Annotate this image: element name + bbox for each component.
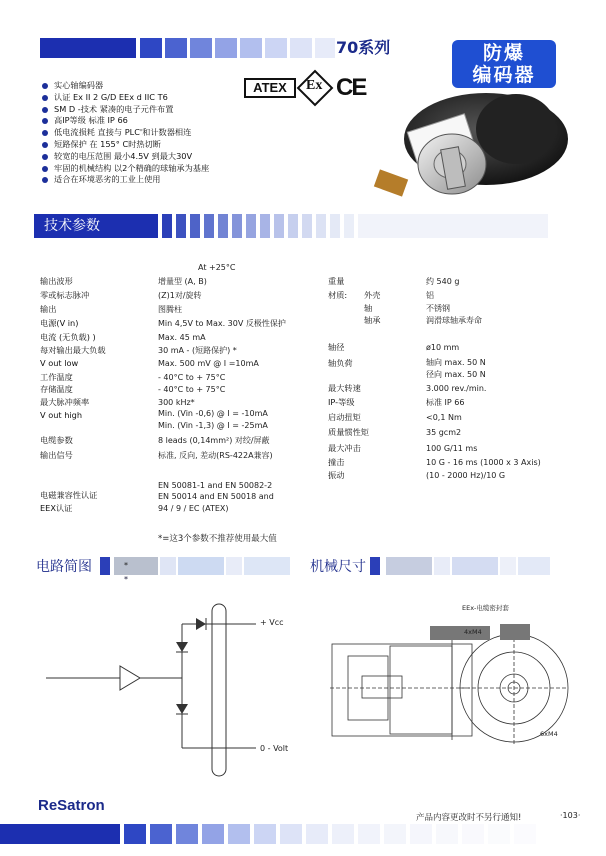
spec-label: V out high xyxy=(40,410,83,420)
spec-label: 电磁兼容性认证 xyxy=(40,490,98,500)
feature-item: 适合在环境恶劣的工业上使用 xyxy=(40,174,320,186)
spec-label: 输出 xyxy=(40,304,57,314)
series-title: 70系列 xyxy=(336,38,391,57)
spec-value: - 40°C to + 75°C xyxy=(158,373,226,382)
ex-logo: Ex xyxy=(306,78,323,93)
circuit-title: 电路简图 xyxy=(36,559,92,575)
spec-value: <0,1 Nm xyxy=(426,413,462,422)
spec-label: IP-等级 xyxy=(328,397,355,407)
zero-volt-label: 0 - Volt xyxy=(260,744,289,753)
feature-item: 高IP等级 标准 IP 66 xyxy=(40,115,320,127)
spec-value: 100 G/11 ms xyxy=(426,444,478,453)
spec-label: 每对输出最大负载 xyxy=(40,345,106,355)
feature-item: 认证 Ex II 2 G/D EEx d IIC T6 xyxy=(40,92,320,104)
spec-value: 润滑球轴承寿命 xyxy=(426,316,482,325)
spec-label: 最大脉冲频率 xyxy=(40,397,90,407)
spec-value: Min. (Vin -0,6) @ I = -10mA xyxy=(158,409,268,418)
spec-value: EN 50081-1 and EN 50082-2 xyxy=(158,481,273,490)
feature-item: 实心轴编码器 xyxy=(40,80,320,92)
spec-label: 存储温度 xyxy=(40,384,73,394)
spec-label: 最大冲击 xyxy=(328,443,361,453)
feature-item: 较宽的电压范围 最小4.5V 到最大30V xyxy=(40,151,320,163)
spec-value: 约 540 g xyxy=(426,277,460,286)
spec-value: (Z)1对/旋转 xyxy=(158,291,202,300)
spec-value: EN 50014 and EN 50018 and xyxy=(158,492,274,501)
spec-label: 振动 xyxy=(328,470,345,480)
spec-label: 撞击 xyxy=(328,457,345,467)
explosion-proof-badge: 防爆 编码器 xyxy=(452,40,556,88)
spec-label: 轴径 xyxy=(328,342,345,352)
feature-item: 牢固的机械结构 以2个精确的球轴承为基座 xyxy=(40,163,320,175)
brand-logo: ReSatron xyxy=(38,797,105,814)
mech-title: 机械尺寸 xyxy=(310,559,366,575)
spec-value: 94 / 9 / EC (ATEX) xyxy=(158,504,229,513)
spec-sublabel: 轴 xyxy=(364,303,373,313)
atex-logo: ATEX xyxy=(244,78,296,98)
spec-label: 电缆参数 xyxy=(40,435,73,445)
spec-label: 零或标志脉冲 xyxy=(40,290,90,300)
spec-value: 径向 max. 50 N xyxy=(426,370,486,379)
spec-value: 铝 xyxy=(426,291,434,300)
spec-value: Min. (Vin -1,3) @ I = -25mA xyxy=(158,421,268,430)
spec-value: Max. 45 mA xyxy=(158,333,206,342)
spec-label: 启动扭矩 xyxy=(328,412,361,422)
ce-logo: CE xyxy=(336,74,366,101)
spec-value: Min 4,5V to Max. 30V 反极性保护 xyxy=(158,319,286,328)
spec-value: (10 - 2000 Hz)/10 G xyxy=(426,471,506,480)
spec-value: ø10 mm xyxy=(426,343,460,352)
circuit-star: * xyxy=(124,561,128,570)
spec-label: EEX认证 xyxy=(40,503,73,513)
spec-label: 电源(V in) xyxy=(40,318,79,328)
spec-label: 材质: xyxy=(328,290,348,300)
encoder-photo xyxy=(366,84,576,204)
spec-label: 输出信号 xyxy=(40,450,73,460)
vcc-label: + Vcc xyxy=(260,618,284,627)
spec-label: 最大转速 xyxy=(328,383,361,393)
spec-value: 30 mA - (短路保护) * xyxy=(158,346,237,355)
footer-note: 产品内容更改时不另行通知! xyxy=(416,813,522,823)
spec-value: 300 kHz* xyxy=(158,398,195,407)
tech-section-title: 技术参数 xyxy=(44,218,100,234)
spec-sublabel: 轴承 xyxy=(364,315,381,325)
spec-value: 8 leads (0,14mm²) 对绞/屏蔽 xyxy=(158,436,270,445)
spec-label: 电流 (无负载) ) xyxy=(40,332,96,342)
spec-label: 重量 xyxy=(328,276,345,286)
spec-value: Max. 500 mV @ I =10mA xyxy=(158,359,259,368)
feature-item: SM D -技术 紧凑的电子元件布置 xyxy=(40,104,320,116)
spec-value: 35 gcm2 xyxy=(426,428,462,437)
spec-value: 3.000 rev./min. xyxy=(426,384,487,393)
spec-value: 标准, 反向, 差动(RS-422A兼容) xyxy=(158,451,273,460)
spec-value: - 40°C to + 75°C xyxy=(158,385,226,394)
spec-sublabel: 外壳 xyxy=(364,290,381,300)
circuit-diagram xyxy=(36,590,306,790)
page-number: ·103· xyxy=(560,811,581,820)
spec-label: V out low xyxy=(40,358,79,368)
mechanical-drawing xyxy=(310,600,570,760)
spec-value: 标准 IP 66 xyxy=(426,398,465,407)
spec-value: 轴向 max. 50 N xyxy=(426,358,486,367)
footnote: *=这3个参数不推荐使用最大值 xyxy=(158,534,277,544)
m4-label-a: 4xM4 xyxy=(464,628,482,636)
m4-label-b: 6xM4 xyxy=(540,730,558,738)
spec-label: 轴负荷 xyxy=(328,358,353,368)
spec-value: 10 G - 16 ms (1000 x 3 Axis) xyxy=(426,458,541,467)
feature-item: 低电流损耗 直接与 PLC'和计数器相连 xyxy=(40,127,320,139)
spec-value: 不锈钢 xyxy=(426,304,450,313)
temperature-note: At +25°C xyxy=(198,263,236,272)
spec-value: 增量型 (A, B) xyxy=(158,277,207,286)
cable-seal-label: EEx-电缆密封套 xyxy=(462,604,509,612)
spec-label: 输出波形 xyxy=(40,276,73,286)
feature-list xyxy=(40,78,323,186)
spec-label: 质量惯性矩 xyxy=(328,427,369,437)
spec-value: 图腾柱 xyxy=(158,305,182,314)
feature-item: 短路保护 在 155° C时热切断 xyxy=(40,139,320,151)
spec-label: 工作温度 xyxy=(40,372,73,382)
circuit-star-2: * xyxy=(124,575,128,584)
